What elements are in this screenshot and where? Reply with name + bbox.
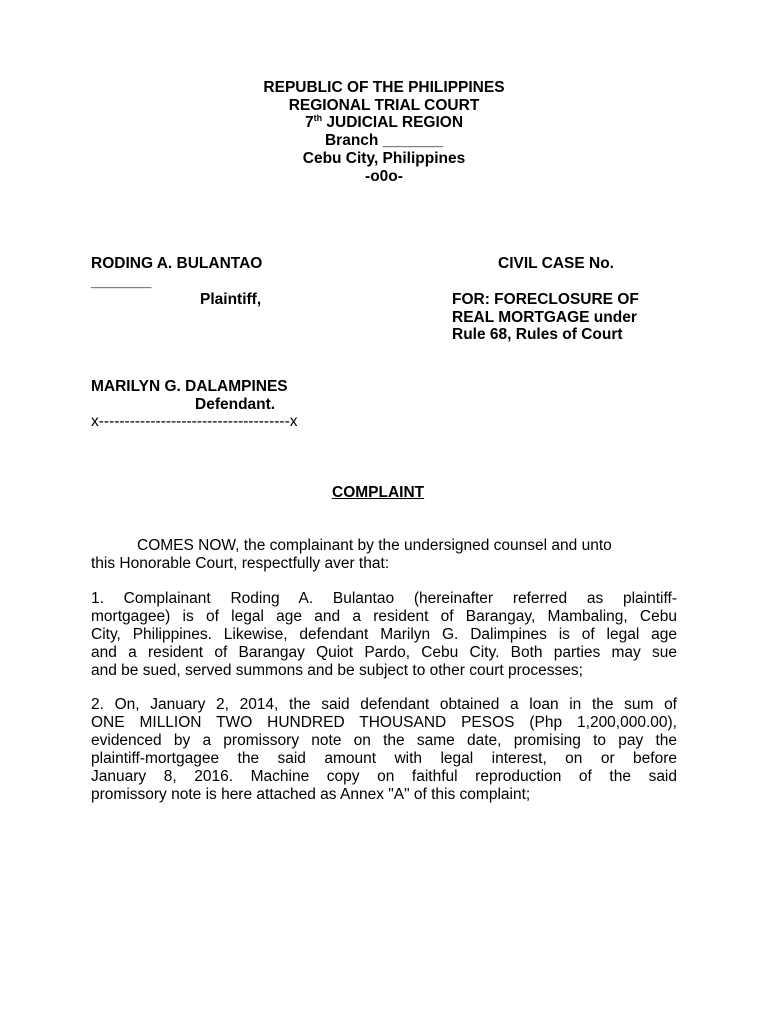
caption-divider: x-------------------------------------x — [91, 413, 298, 430]
paragraph-2 — [91, 696, 677, 804]
document-title: COMPLAINT — [332, 484, 425, 501]
para1-line: mortgagee) is of legal age and a resident of Barangay, Mambaling, Cebu — [91, 608, 677, 625]
region-number: 7 — [304, 114, 314, 131]
civil-case-no: CIVIL CASE No. — [498, 255, 614, 272]
para1-line: and be sued, served summons and be subject to other court processes; — [91, 662, 583, 679]
case-for-line1: FOR: FORECLOSURE OF — [452, 291, 639, 308]
para2-line: evidenced by a promissory note on the same date, promising to pay the — [91, 732, 677, 749]
header-court: REGIONAL TRIAL COURT — [288, 97, 480, 114]
header-region — [0, 114, 768, 132]
para1-line: and a resident of Barangay Quiot Pardo, Cebu City. Both parties may sue — [91, 644, 677, 661]
plaintiff-blank: _______ — [91, 273, 152, 290]
intro-line-1: COMES NOW, the complainant by the undersigned counsel and unto — [137, 537, 612, 554]
case-for-line3: Rule 68, Rules of Court — [452, 326, 623, 343]
defendant-name: MARILYN G. DALAMPINES — [91, 378, 288, 395]
header-separator: -o0o- — [365, 168, 403, 185]
region-suffix: th — [313, 112, 323, 123]
para2-line: plaintiff-mortgagee the said amount with legal interest, on or before — [91, 750, 677, 767]
para1-line: 1. Complainant Roding A. Bulantao (hereinafter referred as plaintiff- — [91, 590, 677, 607]
intro-line-2: this Honorable Court, respectfully aver that: — [91, 555, 390, 572]
header-branch: Branch _______ — [324, 132, 444, 149]
para1-line: City, Philippines. Likewise, defendant Marilyn G. Dalimpines is of legal age — [91, 626, 677, 643]
case-for-line2: REAL MORTGAGE under — [452, 309, 637, 326]
plaintiff-label: Plaintiff, — [200, 291, 262, 308]
region-text: JUDICIAL REGION — [322, 114, 464, 131]
defendant-label: Defendant. — [195, 396, 276, 413]
para2-line: ONE MILLION TWO HUNDRED THOUSAND PESOS (Php 1,200,000.00), — [91, 714, 677, 731]
paragraph-1 — [91, 590, 677, 680]
plaintiff-name: RODING A. BULANTAO — [91, 255, 263, 272]
para2-line: January 8, 2016. Machine copy on faithful reproduction of the said — [91, 768, 677, 785]
header-republic: REPUBLIC OF THE PHILIPPINES — [263, 79, 505, 96]
header-city: Cebu City, Philippines — [302, 150, 466, 167]
para2-line: promissory note is here attached as Annex "A" of this complaint; — [91, 786, 531, 803]
para2-line: 2. On, January 2, 2014, the said defendant obtained a loan in the sum of — [91, 696, 677, 713]
